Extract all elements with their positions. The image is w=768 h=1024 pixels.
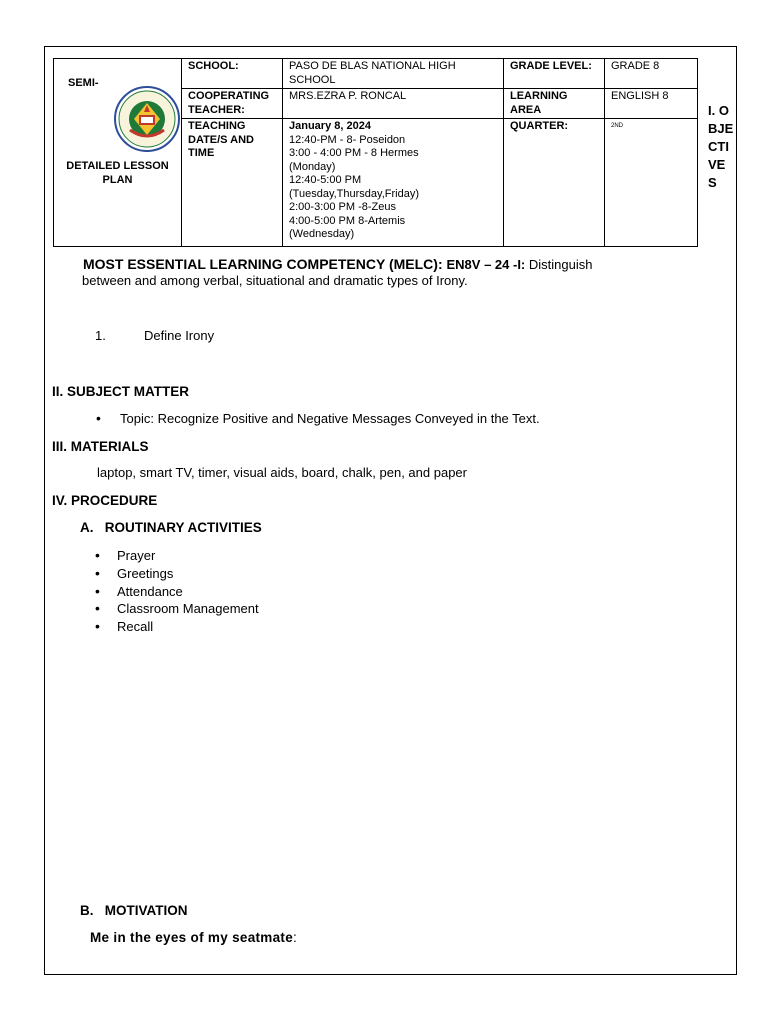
title-plan: PLAN xyxy=(102,174,133,186)
teacher-value: MRS.EZRA P. RONCAL xyxy=(283,89,504,119)
objectives-side-line: CTI xyxy=(708,139,729,154)
grade-label: GRADE LEVEL: xyxy=(504,59,605,89)
melc-text-2: between and among verbal, situational and dramatic types of Irony. xyxy=(82,273,468,288)
date-label-line2: DATE/S AND xyxy=(188,133,254,146)
motivation-title: Me in the eyes of my seatmate xyxy=(90,930,294,945)
schedule-line: (Tuesday,Thursday,Friday) xyxy=(289,187,420,200)
date-label-line1: TEACHING xyxy=(188,120,246,132)
subject-matter-list xyxy=(96,410,540,428)
routinary-item-greetings: Greetings xyxy=(117,565,174,581)
materials-heading: III. MATERIALS xyxy=(52,439,149,454)
lesson-header-table xyxy=(53,58,698,247)
schedule-line: 4:00-5:00 PM 8-Artemis xyxy=(289,214,406,227)
list-item xyxy=(96,410,540,428)
schedule-line: 12:40-5:00 PM xyxy=(289,174,362,186)
school-value xyxy=(283,59,504,89)
date-value-main: January 8, 2024 xyxy=(289,120,371,132)
teacher-label-line2: TEACHER: xyxy=(188,103,245,116)
routinary-item-recall: Recall xyxy=(117,619,154,635)
materials-text: laptop, smart TV, timer, visual aids, board, chalk, pen, and paper xyxy=(97,465,467,480)
objectives-side-line: BJE xyxy=(708,121,734,136)
schedule-line: 2:00-3:00 PM -8-Zeus xyxy=(289,201,396,213)
melc-code: EN8V – 24 -I: xyxy=(446,257,526,272)
school-value-line2: SCHOOL xyxy=(289,73,336,86)
school-label: SCHOOL: xyxy=(182,59,283,89)
objective-text: Define Irony xyxy=(144,328,215,343)
teacher-label xyxy=(182,89,283,119)
melc-paragraph xyxy=(83,256,693,289)
area-value: ENGLISH 8 xyxy=(605,89,698,119)
list-item xyxy=(95,565,259,583)
routinary-heading: A. ROUTINARY ACTIVITIES xyxy=(80,520,262,535)
melc-text-1: Distinguish xyxy=(525,257,593,272)
routinary-item-prayer: Prayer xyxy=(117,548,156,563)
title-semi: SEMI- xyxy=(68,77,99,89)
title-detailed-lesson: DETAILED LESSON xyxy=(66,160,169,172)
procedure-heading: IV. PROCEDURE xyxy=(52,493,158,508)
objectives-side-line: VE xyxy=(708,157,726,172)
routinary-item-attendance: Attendance xyxy=(117,583,183,599)
melc-heading: MOST ESSENTIAL LEARNING COMPETENCY (MELC): xyxy=(83,256,447,272)
school-seal-icon xyxy=(114,86,180,152)
routinary-item-classroom-management: Classroom Management xyxy=(117,601,259,617)
date-label xyxy=(182,119,283,247)
list-item xyxy=(95,618,259,636)
quarter-label: QUARTER: xyxy=(504,119,605,247)
schedule-line: 3:00 - 4:00 PM - 8 Hermes xyxy=(289,147,419,159)
teacher-label-line1: COOPERATING xyxy=(188,90,270,102)
grade-value: GRADE 8 xyxy=(605,59,698,89)
objective-number: 1. xyxy=(95,328,106,343)
list-item xyxy=(95,600,259,618)
subject-topic: Topic: Recognize Positive and Negative Messages Conveyed in the Text. xyxy=(120,411,540,426)
date-label-line3: TIME xyxy=(188,147,215,159)
quarter-value-text: 2ND xyxy=(611,123,624,129)
subject-matter-heading: II. SUBJECT MATTER xyxy=(52,384,190,399)
objectives-side-line: S xyxy=(708,175,717,190)
list-item xyxy=(95,583,259,601)
date-value xyxy=(283,119,504,247)
quarter-value xyxy=(605,119,698,247)
list-item xyxy=(95,547,259,565)
routinary-list xyxy=(95,547,259,636)
title-cell xyxy=(54,59,182,247)
area-label: LEARNING AREA xyxy=(504,89,605,119)
motivation-title-line xyxy=(90,930,297,945)
objectives-side-line: I. O xyxy=(708,103,729,118)
objectives-side-label xyxy=(708,102,736,192)
school-value-line1: PASO DE BLAS NATIONAL HIGH xyxy=(289,60,456,72)
schedule-line: (Monday) xyxy=(289,160,336,173)
schedule-line: (Wednesday) xyxy=(289,228,355,240)
motivation-colon: : xyxy=(293,930,297,945)
schedule-line: 12:40-PM - 8- Poseidon xyxy=(289,133,406,146)
motivation-heading: B. MOTIVATION xyxy=(80,903,188,918)
